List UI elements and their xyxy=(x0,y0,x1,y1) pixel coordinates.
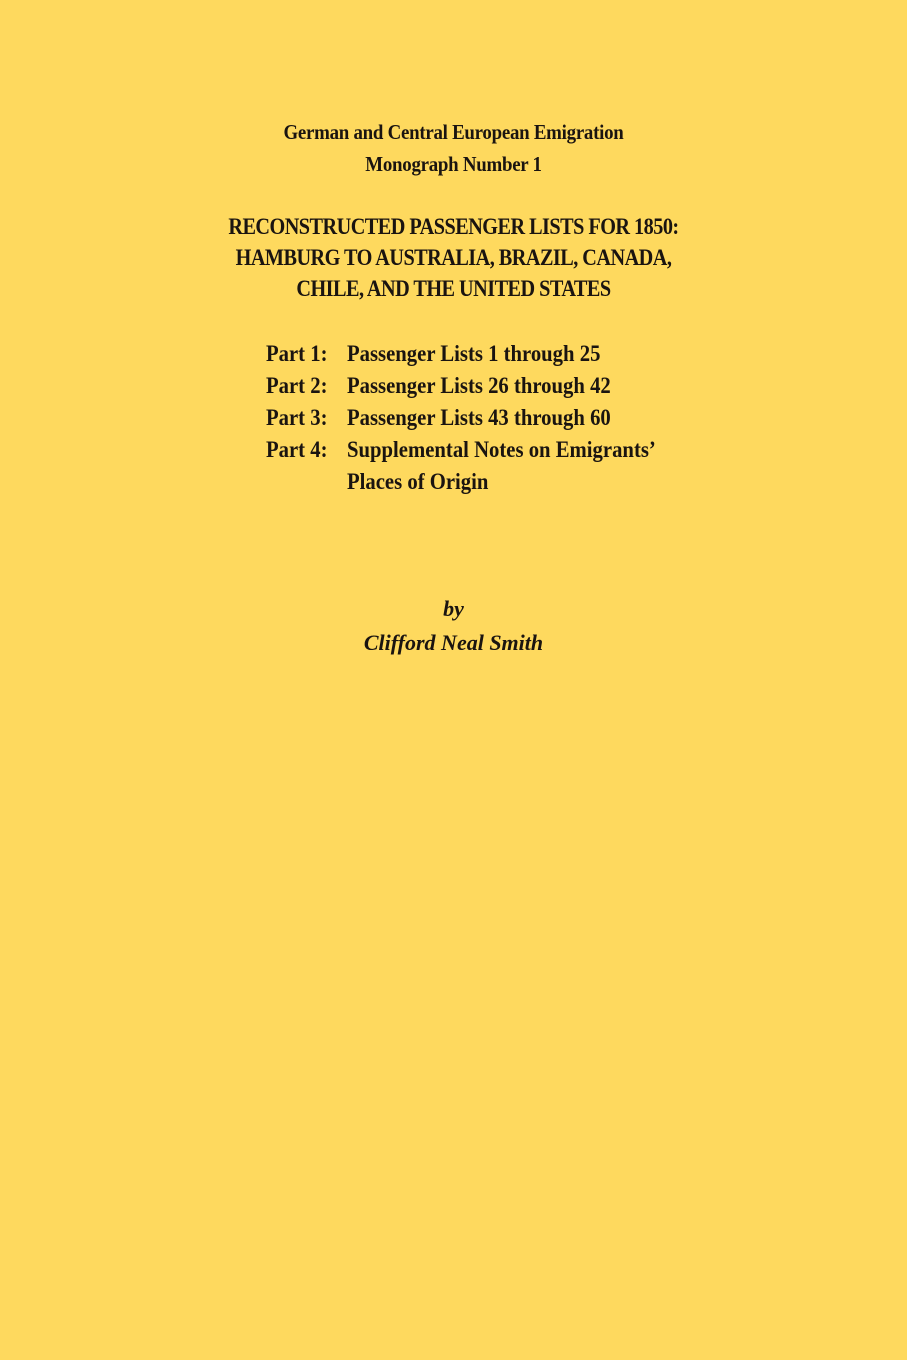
part-description-continuation: Places of Origin xyxy=(347,469,489,494)
part-description-block xyxy=(347,434,656,498)
part-description: Passenger Lists 43 through 60 xyxy=(347,405,611,430)
title-line-3: CHILE, AND THE UNITED STATES xyxy=(296,276,611,301)
series-name: German and Central European Emigration xyxy=(283,120,624,144)
by-label: by xyxy=(443,596,464,621)
parts-list xyxy=(266,338,699,498)
part-item xyxy=(266,370,656,402)
part-description: Passenger Lists 26 through 42 xyxy=(347,373,611,398)
part-label: Part 4: xyxy=(266,437,328,462)
title-line-2: HAMBURG TO AUSTRALIA, BRAZIL, CANADA, xyxy=(235,245,672,270)
byline xyxy=(0,592,907,660)
part-description: Passenger Lists 1 through 25 xyxy=(347,341,601,366)
part-description: Supplemental Notes on Emigrants’ xyxy=(347,437,656,462)
title-line-1: RECONSTRUCTED PASSENGER LISTS FOR 1850: xyxy=(228,214,679,239)
book-title xyxy=(0,211,907,304)
part-label: Part 3: xyxy=(266,405,328,430)
part-item xyxy=(266,338,656,370)
part-label: Part 1: xyxy=(266,341,328,366)
part-item xyxy=(266,402,656,434)
series-heading xyxy=(0,116,907,180)
author-name: Clifford Neal Smith xyxy=(363,630,544,655)
monograph-number: Monograph Number 1 xyxy=(365,152,542,176)
part-item xyxy=(266,434,656,498)
part-label: Part 2: xyxy=(266,373,328,398)
